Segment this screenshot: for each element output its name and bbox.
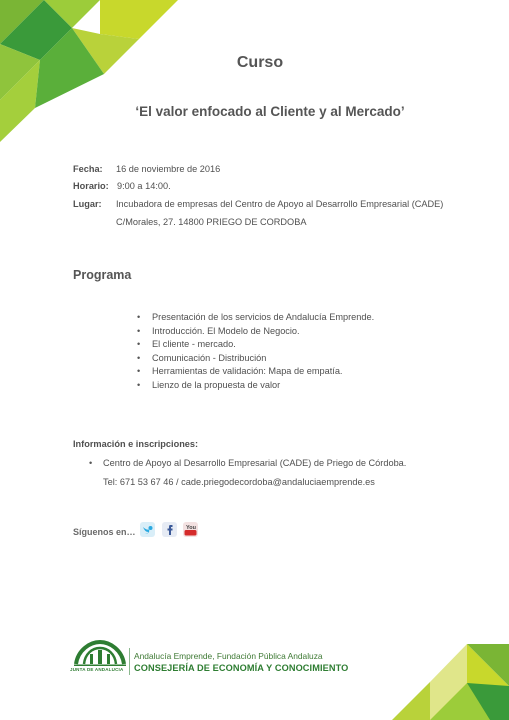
footer-department: CONSEJERÍA DE ECONOMÍA Y CONOCIMIENTO <box>134 663 349 673</box>
programa-heading: Programa <box>73 268 132 282</box>
youtube-icon-text: You <box>186 525 196 531</box>
list-item: • Herramientas de validación: Mapa de empatía. <box>135 365 374 379</box>
footer-divider <box>129 648 130 675</box>
list-item: • Introducción. El Modelo de Negocio. <box>135 325 374 339</box>
bullet-icon: • <box>89 458 93 468</box>
horario-value: 9:00 a 14:00. <box>117 181 171 191</box>
fecha-label: Fecha: <box>73 164 103 174</box>
info-heading: Información e inscripciones: <box>73 439 199 449</box>
info-item: Centro de Apoyo al Desarrollo Empresarial (CADE) de Priego de Córdoba. <box>103 458 407 468</box>
course-subtitle: ‘El valor enfocado al Cliente y al Mercado’ <box>135 104 405 119</box>
list-item: • Comunicación - Distribución <box>135 352 374 366</box>
contact-line[interactable]: Tel: 671 53 67 46 / cade.priegodecordoba@andaluciaemprende.es <box>103 477 375 487</box>
twitter-icon[interactable] <box>140 522 155 537</box>
seal-text: JUNTA DE ANDALUCIA <box>70 667 124 672</box>
programa-list <box>135 311 374 393</box>
list-item: • El cliente - mercado. <box>135 338 374 352</box>
junta-de-andalucia-logo <box>72 636 128 668</box>
lugar-label: Lugar: <box>73 199 102 209</box>
footer-organization: Andalucía Emprende, Fundación Pública Andaluza <box>134 651 323 661</box>
facebook-icon[interactable] <box>162 522 177 537</box>
fecha-value: 16 de noviembre de 2016 <box>116 164 221 174</box>
lugar-value-line-2: C/Morales, 27. 14800 PRIEGO DE CORDOBA <box>116 217 307 227</box>
horario-label: Horario: <box>73 181 109 191</box>
follow-label: Síguenos en… <box>73 527 136 537</box>
list-item: • Presentación de los servicios de Andalucía Emprende. <box>135 311 374 325</box>
list-item: • Lienzo de la propuesta de valor <box>135 379 374 393</box>
page-title: Curso <box>236 54 284 71</box>
youtube-icon[interactable] <box>183 522 198 537</box>
lugar-value-line-1: Incubadora de empresas del Centro de Apoyo al Desarrollo Empresarial (CADE) <box>116 199 444 209</box>
